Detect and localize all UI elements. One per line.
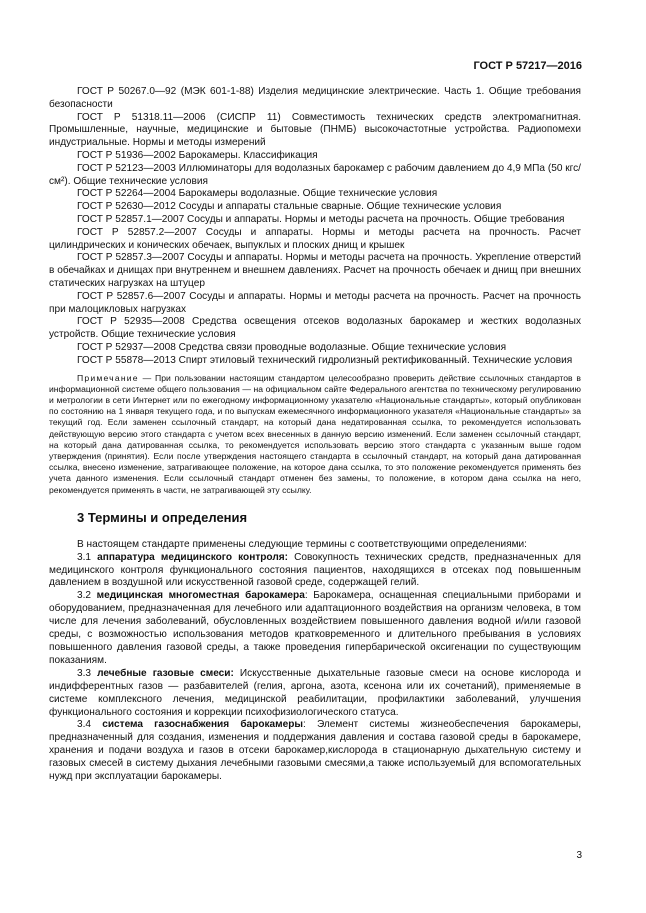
reference-item: ГОСТ Р 52123—2003 Иллюминаторы для водолазных барокамер с рабочим давлением до 4,9 МПа (50 кгс/см²). Общие технические условия bbox=[49, 162, 581, 187]
reference-item: ГОСТ Р 52857.6—2007 Сосуды и аппараты. Нормы и методы расчета на прочность. Расчет на прочность при малоцикловых нагрузках bbox=[49, 290, 581, 315]
term-name: аппаратура медицинского контроля: bbox=[97, 551, 288, 563]
term-name: система газоснабжения барокамеры bbox=[102, 719, 304, 731]
term-def: Совокупность технических средств, предназначенных для медицинского контроля функционального состояния пациентов, находящихся в отсеках под повышенным давлением в воздушной или искусственной газовой среде, содержащей гелий. bbox=[49, 551, 581, 589]
page-content bbox=[49, 86, 581, 784]
document-code-header: ГОСТ Р 57217—2016 bbox=[473, 60, 582, 72]
reference-item: ГОСТ Р 51936—2002 Барокамеры. Классификация bbox=[77, 149, 318, 161]
term-name: лечебные газовые смеси: bbox=[97, 667, 234, 679]
term-definition bbox=[49, 552, 581, 591]
reference-item: ГОСТ Р 52935—2008 Средства освещения отсеков водолазных барокамер и жестких водолазных устройств. Общие технические условия bbox=[49, 316, 581, 341]
term-definition bbox=[49, 719, 581, 784]
term-definition bbox=[49, 668, 581, 720]
section-intro: В настоящем стандарте применены следующие термины с соответствующими определениями: bbox=[77, 538, 527, 550]
term-number: 3.1 bbox=[77, 551, 98, 563]
term-definition bbox=[49, 590, 581, 667]
note-text: — При пользовании настоящим стандартом целесообразно проверить действие ссылочных стандартов в информационной системе общего пользования — на официальном сайте Федерального агентства по техническому регулированию и метрологии в сети Интернет или по ежегодному информационному указателю «Национальные стандарты», который опубликован по состоянию на 1 января текущего года, и по выпускам ежемесячного информационного указателя «Национальные стандарты» за текущий год. Если заменен ссылочный стандарт, на который дана недатированная ссылка, то рекомендуется использовать действующую версию этого стандарта с учетом всех внесенных в данную версию изменений. Если заменен ссылочный стандарт, на который дана датированная ссылка, то рекомендуется использовать версию этого стандарта с указанным выше годом утверждения (принятия). Если после утверждения настоящего стандарта в ссылочный стандарт, на который дана датированная ссылка, внесено изменение, затрагивающее положение, на которое дана ссылка, то это положение рекомендуется применять без учета данного изменения. Если ссылочный стандарт отменен без замены, то положение, в котором дана ссылка на него, рекомендуется применять в части, не затрагивающей эту ссылку. bbox=[49, 372, 581, 495]
term-number: 3.2 bbox=[77, 590, 97, 602]
note-label: Примечание bbox=[77, 372, 139, 383]
term-number: 3.3 bbox=[77, 667, 98, 679]
term-def: : Барокамера, оснащенная специальными приборами и оборудованием, предназначенная для лечебного или адаптационного воздействия на организм человека, в том числе для лечения заболеваний, обусловленных воздействием повышенного давления водной и/или газовой среды, с возможностью использования методов кратковременного и длительного пребывания в условиях повышенного давления газовой среды, а также проведения гипербарической оксигенации по существующим показаниям. bbox=[49, 590, 581, 666]
reference-item: ГОСТ Р 55878—2013 Спирт этиловый технический гидролизный ректификованный. Технические условия bbox=[77, 354, 573, 366]
section-heading: 3 Термины и определения bbox=[77, 509, 248, 525]
reference-item: ГОСТ Р 51318.11—2006 (СИСПР 11) Совместимость технических средств электромагнитная. Промышленные, научные, медицинские и бытовые (ПНМБ) высокочастотные устройства. Радиопомехи индустриальные. Нормы и методы измерений bbox=[49, 111, 581, 149]
term-number: 3.4 bbox=[77, 719, 103, 731]
note-paragraph bbox=[49, 373, 581, 496]
reference-item: ГОСТ Р 50267.0—92 (МЭК 601-1-88) Изделия медицинские электрические. Часть 1. Общие требования безопасности bbox=[49, 86, 581, 110]
reference-item: ГОСТ Р 52630—2012 Сосуды и аппараты стальные сварные. Общие технические условия bbox=[77, 201, 502, 213]
page-number: 3 bbox=[576, 850, 582, 861]
reference-item: ГОСТ Р 52857.3—2007 Сосуды и аппараты. Нормы и методы расчета на прочность. Укрепление отверстий в обечайках и днищах при внутреннем и внешнем давлениях. Расчет на прочность обечаек и днищ при внешних статических нагрузках на штуцер bbox=[49, 252, 581, 289]
normative-references-list bbox=[49, 86, 581, 368]
term-def: Искусственные дыхательные газовые смеси на основе кислорода и индифферентных газов — разбавителей (гелия, аргона, азота, ксенона или их сочетаний), применяемые в системе комплексного лечения, медицинской реабилитации, профилактики заболеваний, улучшения функционального состояния и коррекции психофизиологического статуса. bbox=[49, 667, 581, 718]
reference-item: ГОСТ Р 52937—2008 Средства связи проводные водолазные. Общие технические условия bbox=[77, 341, 507, 353]
term-name: медицинская многоместная барокамера bbox=[96, 590, 305, 602]
term-def: : Элемент системы жизнеобеспечения барокамеры, предназначенный для создания, изменения и поддержания давления и состава газовой среды в барокамере, хранения и подачи воздуха и газов в отсеки барокамер,кислорода в стационарную дыхательную систему и газовых смесей в систему дыхания лечебными газовыми смесями,а также используемый для вспомогательных нужд при эксплуатации барокамеры. bbox=[49, 719, 581, 783]
reference-item: ГОСТ Р 52857.1—2007 Сосуды и аппараты. Нормы и методы расчета на прочность. Общие требования bbox=[77, 213, 565, 225]
reference-item: ГОСТ Р 52264—2004 Барокамеры водолазные. Общие технические условия bbox=[77, 188, 438, 200]
reference-item: ГОСТ Р 52857.2—2007 Сосуды и аппараты. Нормы и методы расчета на прочность. Расчет цилиндрических и конических обечаек, выпуклых и плоских днищ и крышек bbox=[49, 226, 581, 251]
